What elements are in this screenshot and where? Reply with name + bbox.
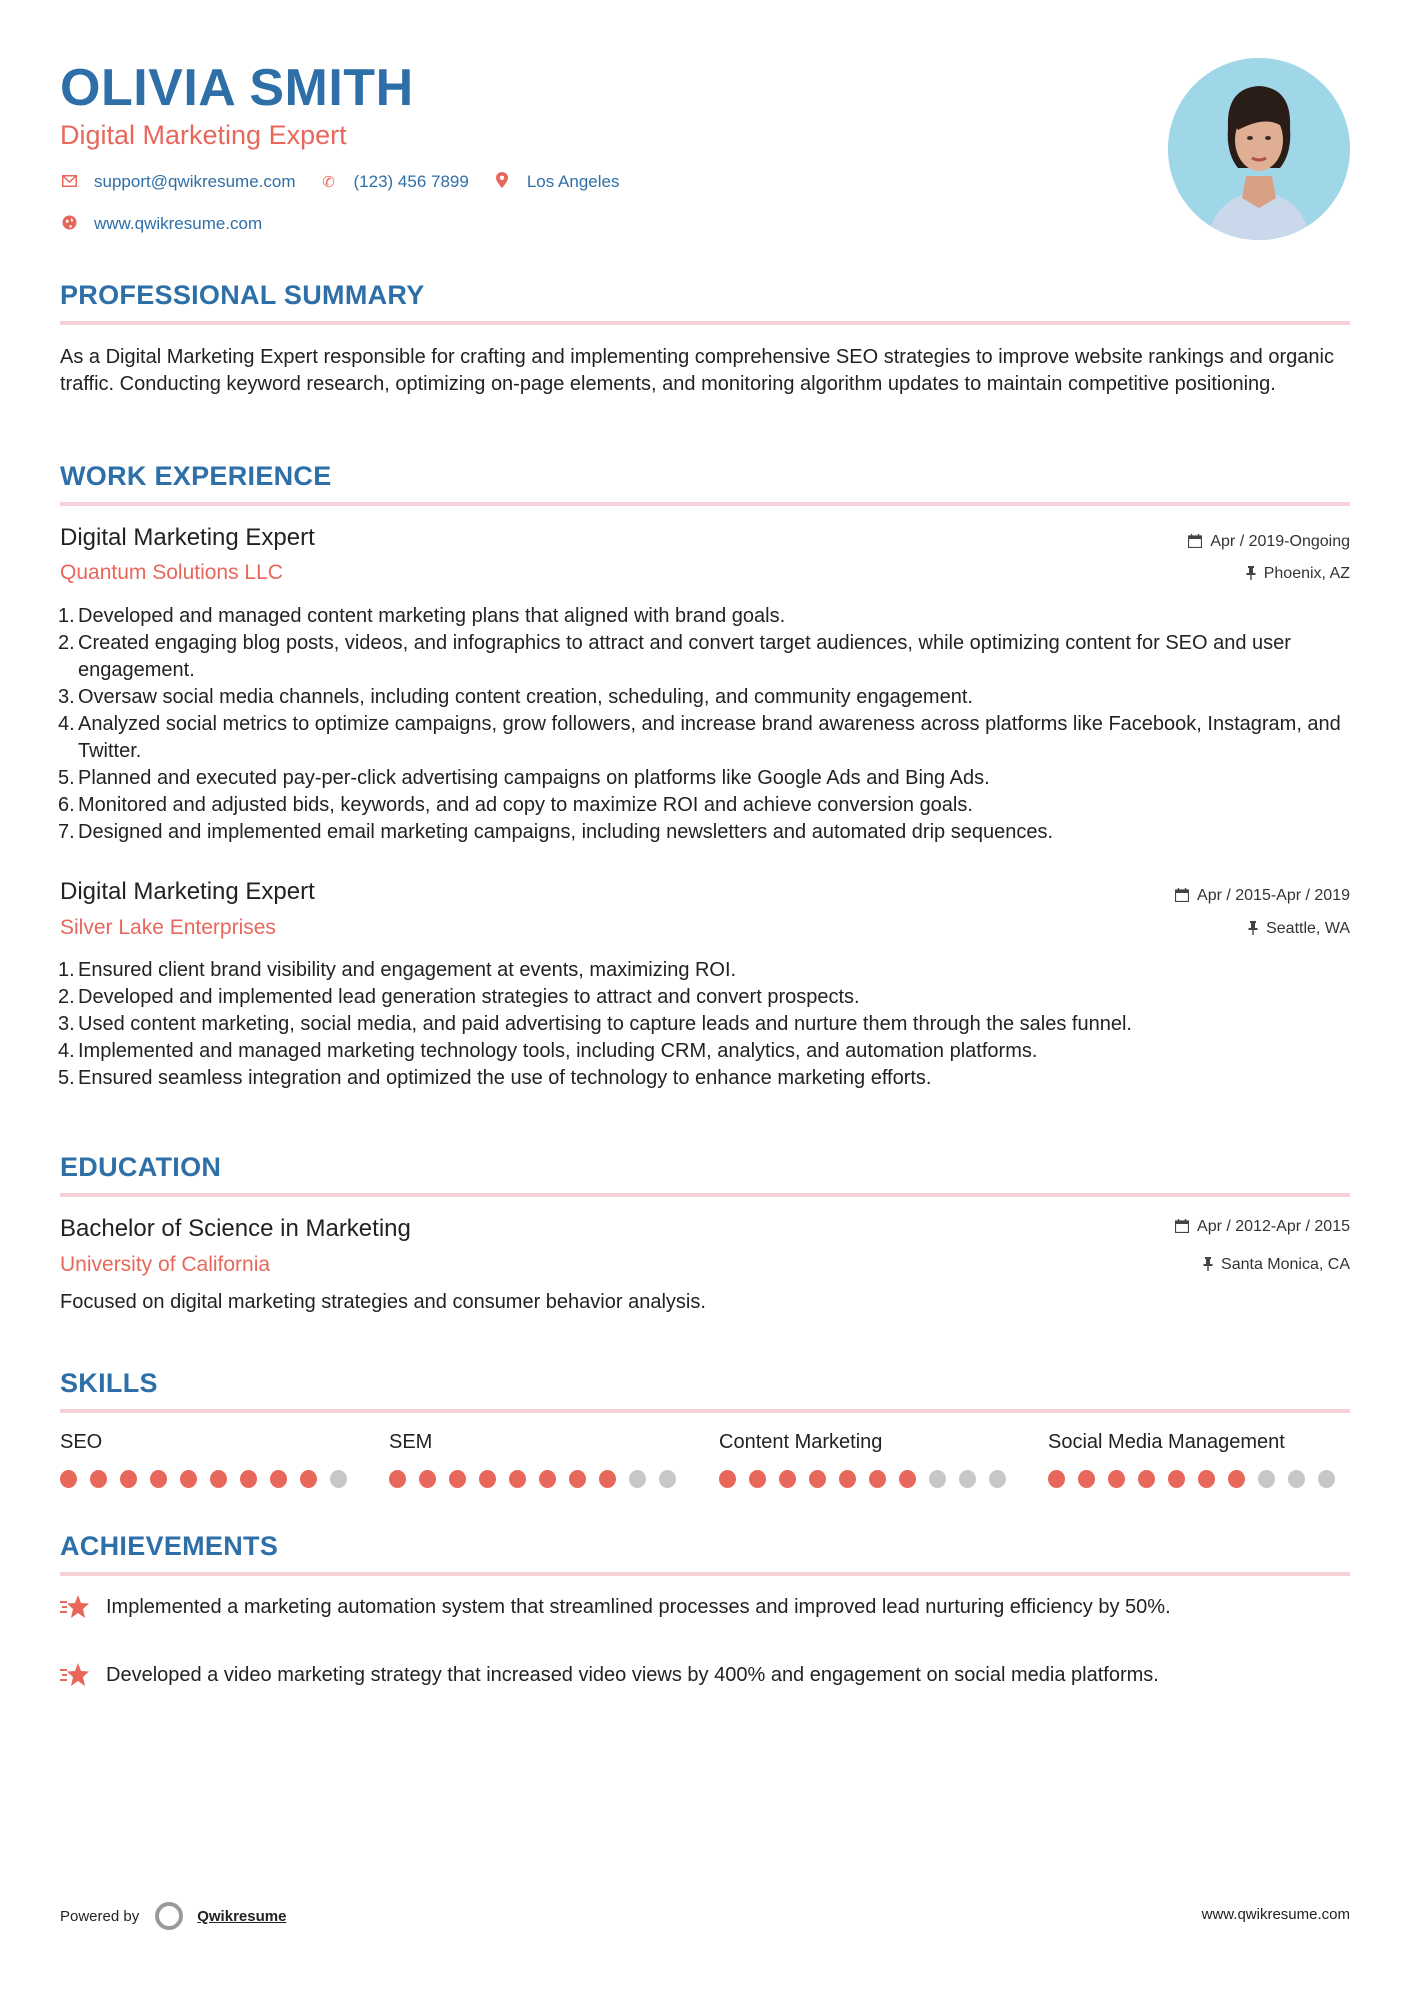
rating-dot-empty — [629, 1470, 646, 1488]
section-title-achievements: ACHIEVEMENTS — [60, 1531, 279, 1561]
rating-dot-filled — [1168, 1470, 1185, 1488]
job-title: Digital Marketing Expert — [60, 524, 315, 551]
email-text: support@qwikresume.com — [94, 172, 296, 191]
pushpin-icon — [1203, 1257, 1213, 1274]
skill-item — [389, 1431, 689, 1488]
candidate-name: OLIVIA SMITH — [60, 59, 414, 117]
rating-dot-filled — [419, 1470, 436, 1488]
rating-dot-filled — [120, 1470, 137, 1488]
pushpin-icon — [1246, 566, 1256, 583]
job-date — [1175, 887, 1350, 905]
job-title: Digital Marketing Expert — [60, 878, 315, 905]
contact-email[interactable] — [60, 172, 296, 192]
footer-powered-by — [60, 1902, 286, 1930]
rating-dot-filled — [389, 1470, 406, 1488]
rating-dot-filled — [899, 1470, 916, 1488]
job-date-text: Apr / 2019-Ongoing — [1210, 533, 1350, 550]
location-text: Los Angeles — [526, 172, 620, 191]
star-icon — [60, 1662, 90, 1692]
profile-photo — [1168, 58, 1350, 240]
list-item: Ensured seamless integration and optimized the use of technology to enhance marketing efforts. — [78, 1067, 932, 1089]
rating-dot-empty — [330, 1470, 347, 1488]
map-pin-icon — [493, 172, 511, 192]
education-description: Focused on digital marketing strategies and consumer behavior analysis. — [60, 1291, 706, 1313]
job-location — [1248, 920, 1350, 938]
rating-dot-filled — [839, 1470, 856, 1488]
rating-dot-filled — [719, 1470, 736, 1488]
list-item: Developed and managed content marketing plans that aligned with brand goals. — [78, 605, 786, 627]
contact-row — [60, 172, 643, 192]
company-name: Silver Lake Enterprises — [60, 916, 276, 939]
rating-dot-filled — [180, 1470, 197, 1488]
rating-dot-filled — [240, 1470, 257, 1488]
rating-dot-filled — [749, 1470, 766, 1488]
calendar-icon — [1188, 534, 1202, 551]
rating-dot-filled — [809, 1470, 826, 1488]
achievement-text: Implemented a marketing automation system that streamlined processes and improved lead nurturing efficiency by 50%. — [106, 1596, 1171, 1618]
list-item: Created engaging blog posts, videos, and infographics to attract and convert target audiences, while optimizing content for SEO and user engagement. — [78, 632, 1291, 681]
list-item: Analyzed social metrics to optimize campaigns, grow followers, and increase brand awareness across platforms like Facebook, Instagram, and Twitter. — [78, 713, 1341, 762]
rating-dot-empty — [1258, 1470, 1275, 1488]
phone-icon: ✆ — [322, 174, 335, 191]
achievement-item — [60, 1594, 1350, 1624]
skill-rating — [1048, 1470, 1348, 1488]
rating-dot-filled — [1108, 1470, 1125, 1488]
summary-text: As a Digital Marketing Expert responsible for crafting and implementing comprehensive SEO strategies to improve website rankings and organic traffic. Conducting keyword research, optimizing on-page elements, and monitoring algorithm updates to maintain competitive positioning. — [60, 346, 1334, 395]
achievement-item — [60, 1662, 1350, 1692]
section-divider — [60, 321, 1350, 325]
list-item: Designed and implemented email marketing campaigns, including newsletters and automated drip sequences. — [78, 821, 1053, 843]
section-divider — [60, 1572, 1350, 1576]
rating-dot-filled — [1198, 1470, 1215, 1488]
rating-dot-filled — [60, 1470, 77, 1488]
rating-dot-filled — [869, 1470, 886, 1488]
rating-dot-empty — [989, 1470, 1006, 1488]
job-location-text: Seattle, WA — [1266, 920, 1350, 937]
brand-link[interactable]: Qwikresume — [197, 1907, 287, 1925]
rating-dot-filled — [1078, 1470, 1095, 1488]
phone-text: (123) 456 7899 — [353, 172, 469, 191]
skill-rating — [60, 1470, 360, 1488]
contact-row-website — [60, 214, 286, 234]
list-item: Planned and executed pay-per-click advertising campaigns on platforms like Google Ads and Bing Ads. — [78, 767, 990, 789]
rating-dot-filled — [479, 1470, 496, 1488]
list-item: Developed and implemented lead generation strategies to attract and convert prospects. — [78, 986, 860, 1008]
rating-dot-filled — [1138, 1470, 1155, 1488]
rating-dot-filled — [90, 1470, 107, 1488]
rating-dot-filled — [509, 1470, 526, 1488]
education-date-text: Apr / 2012-Apr / 2015 — [1197, 1218, 1350, 1235]
rating-dot-empty — [959, 1470, 976, 1488]
rating-dot-empty — [929, 1470, 946, 1488]
job-date-text: Apr / 2015-Apr / 2019 — [1197, 887, 1350, 904]
skill-name: Content Marketing — [719, 1431, 883, 1453]
job-date — [1188, 533, 1350, 551]
footer-site-link[interactable]: www.qwikresume.com — [1201, 1906, 1350, 1923]
job-duties-list — [60, 957, 1350, 1092]
calendar-icon — [1175, 1219, 1189, 1236]
job-duties-list — [60, 603, 1350, 846]
achievement-text: Developed a video marketing strategy that increased video views by 400% and engagement on social media platforms. — [106, 1664, 1159, 1686]
education-location — [1203, 1256, 1350, 1274]
skill-name: Social Media Management — [1048, 1431, 1285, 1453]
rating-dot-filled — [599, 1470, 616, 1488]
rating-dot-filled — [539, 1470, 556, 1488]
skill-name: SEM — [389, 1431, 433, 1453]
school-name: University of California — [60, 1253, 271, 1276]
section-divider — [60, 1409, 1350, 1413]
list-item: Monitored and adjusted bids, keywords, and ad copy to maximize ROI and achieve conversion goals. — [78, 794, 973, 816]
rating-dot-filled — [779, 1470, 796, 1488]
candidate-role: Digital Marketing Expert — [60, 120, 347, 150]
rating-dot-filled — [1048, 1470, 1065, 1488]
section-title-education: EDUCATION — [60, 1152, 222, 1182]
degree-title: Bachelor of Science in Marketing — [60, 1215, 411, 1242]
education-location-text: Santa Monica, CA — [1221, 1256, 1350, 1273]
list-item: Implemented and managed marketing technology tools, including CRM, analytics, and automation platforms. — [78, 1040, 1038, 1062]
calendar-icon — [1175, 888, 1189, 905]
skill-item — [60, 1431, 360, 1488]
job-location-text: Phoenix, AZ — [1263, 565, 1350, 582]
powered-by-label: Powered by — [60, 1907, 140, 1925]
pushpin-icon — [1248, 921, 1258, 938]
skill-name: SEO — [60, 1431, 103, 1453]
section-title-skills: SKILLS — [60, 1368, 158, 1398]
job-location — [1246, 565, 1350, 583]
contact-website[interactable] — [60, 214, 262, 234]
rating-dot-empty — [1318, 1470, 1335, 1488]
rating-dot-filled — [449, 1470, 466, 1488]
rating-dot-filled — [270, 1470, 287, 1488]
skill-item — [719, 1431, 1019, 1488]
rating-dot-empty — [1288, 1470, 1305, 1488]
section-title-summary: PROFESSIONAL SUMMARY — [60, 280, 425, 310]
skill-rating — [719, 1470, 1019, 1488]
qwikresume-logo-icon — [155, 1902, 183, 1930]
rating-dot-filled — [210, 1470, 227, 1488]
section-divider — [60, 1193, 1350, 1197]
list-item: Ensured client brand visibility and engagement at events, maximizing ROI. — [78, 959, 737, 981]
rating-dot-filled — [300, 1470, 317, 1488]
website-text: www.qwikresume.com — [94, 214, 263, 233]
list-item: Oversaw social media channels, including content creation, scheduling, and community engagement. — [78, 686, 973, 708]
envelope-icon — [60, 174, 78, 191]
list-item: Used content marketing, social media, and paid advertising to capture leads and nurture them through the sales funnel. — [78, 1013, 1132, 1035]
rating-dot-filled — [1228, 1470, 1245, 1488]
globe-icon — [60, 215, 78, 234]
section-divider — [60, 502, 1350, 506]
company-name: Quantum Solutions LLC — [60, 561, 283, 584]
skill-rating — [389, 1470, 689, 1488]
contact-phone[interactable] — [320, 172, 469, 192]
star-icon — [60, 1594, 90, 1624]
rating-dot-empty — [659, 1470, 676, 1488]
education-date — [1175, 1218, 1350, 1236]
section-title-experience: WORK EXPERIENCE — [60, 461, 332, 491]
skill-item — [1048, 1431, 1348, 1488]
rating-dot-filled — [150, 1470, 167, 1488]
contact-location — [493, 172, 620, 192]
rating-dot-filled — [569, 1470, 586, 1488]
